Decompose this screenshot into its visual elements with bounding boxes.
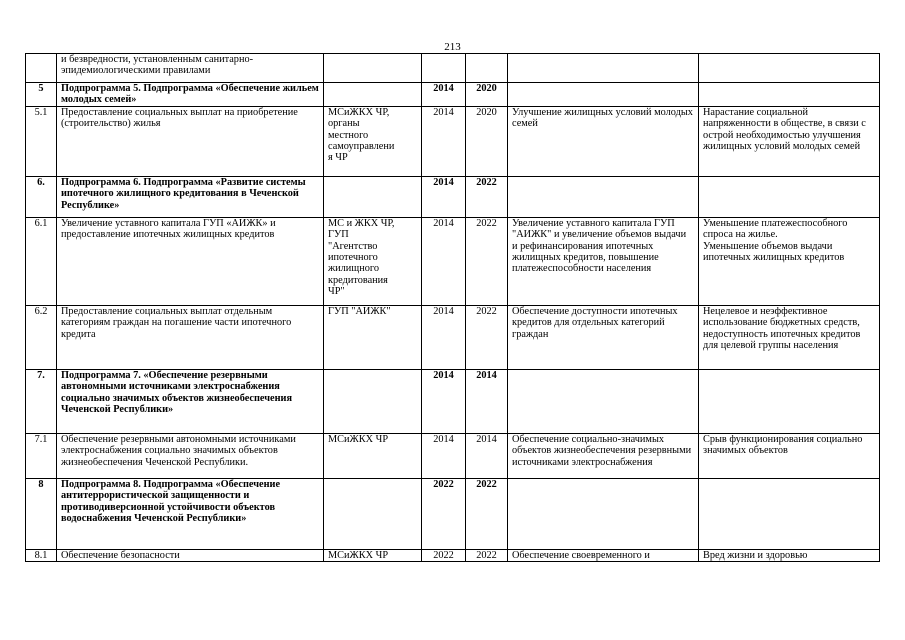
start-year-cell: 2014 xyxy=(422,217,466,305)
result-cell: Обеспечение доступности ипотечных кредитов для отдельных категорий граждан xyxy=(508,305,699,369)
executor-cell: МСиЖКХ ЧР xyxy=(324,433,422,478)
result-cell xyxy=(508,176,699,217)
consequence-cell: Уменьшение платежеспособного спроса на жилье. Уменьшение объемов выдачи ипотечных жилищных кредитов xyxy=(699,217,880,305)
result-cell xyxy=(508,83,699,107)
end-year-cell: 2022 xyxy=(466,305,508,369)
activity-cell: Подпрограмма 8. Подпрограмма «Обеспечение антитеррористической защищенности и противодиверсионной устойчивости объектов водоснабжения Чеченской Республики» xyxy=(57,478,324,549)
end-year-cell: 2020 xyxy=(466,106,508,176)
table-row xyxy=(26,54,880,83)
result-cell xyxy=(508,369,699,433)
table-row xyxy=(26,217,880,305)
result-cell xyxy=(508,478,699,549)
row-number: 6.1 xyxy=(26,217,57,305)
end-year-cell: 2022 xyxy=(466,549,508,561)
table-row xyxy=(26,433,880,478)
executor-cell: МСиЖКХ ЧР xyxy=(324,549,422,561)
end-year-cell xyxy=(466,54,508,83)
table-row xyxy=(26,106,880,176)
start-year-cell: 2022 xyxy=(422,549,466,561)
activity-cell: Предоставление социальных выплат на приобретение (строительство) жилья xyxy=(57,106,324,176)
end-year-cell: 2020 xyxy=(466,83,508,107)
start-year-cell xyxy=(422,54,466,83)
executor-cell: МСиЖКХ ЧР, органы местного самоуправлени я ЧР xyxy=(324,106,422,176)
row-number: 7. xyxy=(26,369,57,433)
executor-cell xyxy=(324,54,422,83)
start-year-cell: 2014 xyxy=(422,106,466,176)
end-year-cell: 2022 xyxy=(466,176,508,217)
row-number: 8 xyxy=(26,478,57,549)
page-number: 213 xyxy=(444,41,461,53)
subprogram-row xyxy=(26,478,880,549)
row-number: 6. xyxy=(26,176,57,217)
result-cell: Улучшение жилищных условий молодых семей xyxy=(508,106,699,176)
executor-cell: МС и ЖКХ ЧР, ГУП "Агентство ипотечного жилищного кредитования ЧР" xyxy=(324,217,422,305)
consequence-cell xyxy=(699,54,880,83)
activities-table xyxy=(25,53,880,562)
consequence-cell: Вред жизни и здоровью xyxy=(699,549,880,561)
end-year-cell: 2022 xyxy=(466,478,508,549)
end-year-cell: 2014 xyxy=(466,369,508,433)
subprogram-row xyxy=(26,369,880,433)
result-cell: Увеличение уставного капитала ГУП "АИЖК" и увеличение объемов выдачи и рефинансирования ипотечных жилищных кредитов, повышение платежеспособности населения xyxy=(508,217,699,305)
subprogram-row xyxy=(26,176,880,217)
consequence-cell xyxy=(699,83,880,107)
row-number: 5 xyxy=(26,83,57,107)
start-year-cell: 2014 xyxy=(422,369,466,433)
start-year-cell: 2014 xyxy=(422,433,466,478)
table-row xyxy=(26,305,880,369)
consequence-cell: Нецелевое и неэффективное использование бюджетных средств, недоступность ипотечных кредитов для целевой группы населения xyxy=(699,305,880,369)
result-cell: Обеспечение своевременного и xyxy=(508,549,699,561)
consequence-cell: Срыв функционирования социально значимых объектов xyxy=(699,433,880,478)
result-cell xyxy=(508,54,699,83)
result-cell: Обеспечение социально-значимых объектов жизнеобеспечения резервными источниками электроснабжения xyxy=(508,433,699,478)
end-year-cell: 2014 xyxy=(466,433,508,478)
activity-cell: Обеспечение резервными автономными источниками электроснабжения социально значимых объектов жизнеобеспечения Чеченской Республики. xyxy=(57,433,324,478)
executor-cell xyxy=(324,478,422,549)
table-row xyxy=(26,549,880,561)
activity-cell: Подпрограмма 6. Подпрограмма «Развитие системы ипотечного жилищного кредитования в Чеченской Республике» xyxy=(57,176,324,217)
row-number xyxy=(26,54,57,83)
end-year-cell: 2022 xyxy=(466,217,508,305)
activity-cell: Обеспечение безопасности xyxy=(57,549,324,561)
executor-cell: ГУП "АИЖК" xyxy=(324,305,422,369)
row-number: 5.1 xyxy=(26,106,57,176)
executor-cell xyxy=(324,83,422,107)
consequence-cell: Нарастание социальной напряженности в обществе, в связи с острой необходимостью улучшения жилищных условий молодых семей xyxy=(699,106,880,176)
activity-cell: Подпрограмма 7. «Обеспечение резервными автономными источниками электроснабжения социально значимых объектов жизнеобеспечения Чеченской Республики» xyxy=(57,369,324,433)
activity-cell: Предоставление социальных выплат отдельным категориям граждан на погашение части ипотечного кредита xyxy=(57,305,324,369)
row-number: 8.1 xyxy=(26,549,57,561)
executor-cell xyxy=(324,369,422,433)
consequence-cell xyxy=(699,369,880,433)
consequence-cell xyxy=(699,478,880,549)
subprogram-row xyxy=(26,83,880,107)
consequence-cell xyxy=(699,176,880,217)
row-number: 7.1 xyxy=(26,433,57,478)
start-year-cell: 2014 xyxy=(422,176,466,217)
start-year-cell: 2014 xyxy=(422,305,466,369)
activity-cell: Увеличение уставного капитала ГУП «АИЖК» и предоставление ипотечных жилищных кредитов xyxy=(57,217,324,305)
activity-cell: Подпрограмма 5. Подпрограмма «Обеспечение жильем молодых семей» xyxy=(57,83,324,107)
executor-cell xyxy=(324,176,422,217)
row-number: 6.2 xyxy=(26,305,57,369)
start-year-cell: 2022 xyxy=(422,478,466,549)
activity-cell: и безвредности, установленным санитарно-эпидемиологическими правилами xyxy=(57,54,324,83)
start-year-cell: 2014 xyxy=(422,83,466,107)
